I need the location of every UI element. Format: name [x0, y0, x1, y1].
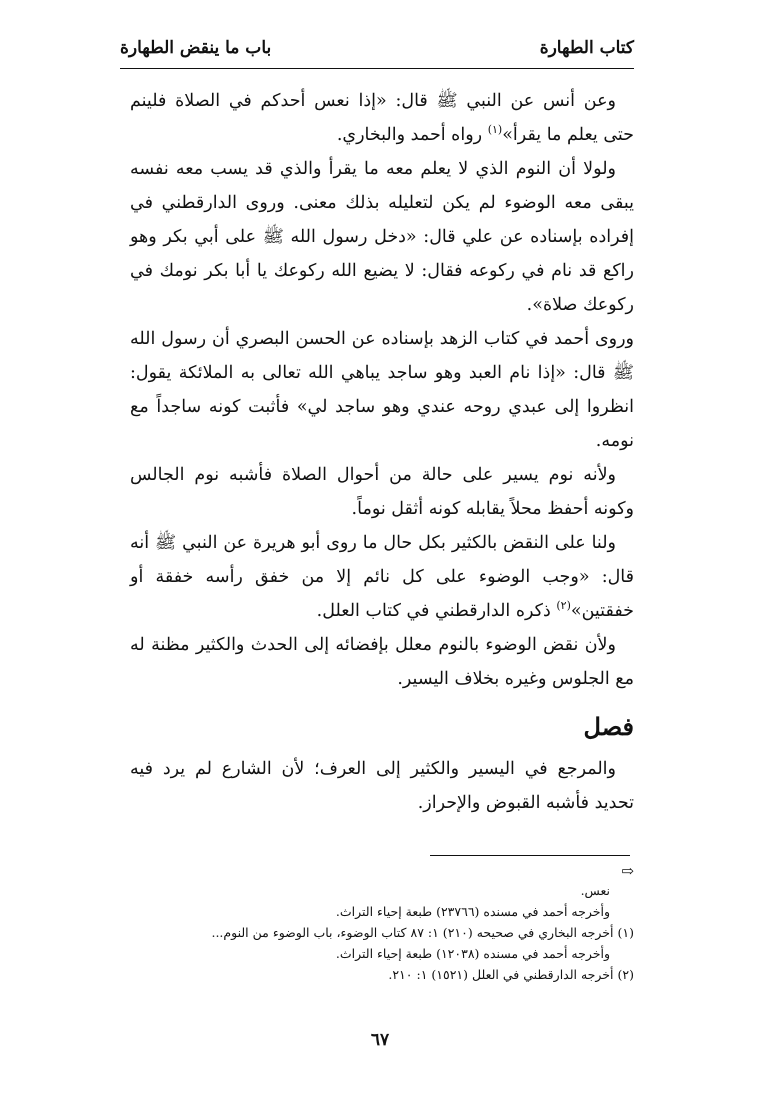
- paragraph: وروى أحمد في كتاب الزهد بإسناده عن الحسن البصري أن رسول الله ﷺ قال: «إذا نام العبد وهو ساجد يباهي الله تعالى به الملائكة يقول: انظروا إلى عبدي روحه عندي وهو ساجد لي» فأثبت كونه ساجداً مع نومه.: [130, 329, 634, 451]
- paragraph-text: وعن أنس عن النبي ﷺ قال: «إذا نعس أحدكم في الصلاة فلينم حتى يعلم ما يقرأ»: [130, 91, 634, 145]
- paragraph: ولولا أن النوم الذي لا يعلم معه ما يقرأ والذي قد يسب معه نفسه يبقى معه الوضوء لم يكن لتعليله بذلك معنى. وروى الدارقطني في إفراده بإسناده عن علي قال: «دخل رسول الله ﷺ على أبي بكر وهو راكع قد نام في ركوعه فقال: لا يضيع الله ركوعك يا أبا بكر نومك في ركوعك صلاة».: [130, 159, 634, 315]
- footnote-number: (٢): [617, 967, 634, 982]
- paragraph-text: ولنا على النقض بالكثير بكل حال ما روى أبو هريرة عن النبي ﷺ أنه قال: «وجب الوضوء على كل نائم إلا من خفق رأسه خفقة أو خفقتين»: [130, 533, 634, 621]
- paragraph-tail: ذكره الدارقطني في كتاب العلل.: [316, 601, 551, 621]
- paragraph: ولأنه نوم يسير على حالة من أحوال الصلاة فأشبه نوم الجالس وكونه أحفظ محلاً يقابله كونه أثقل نوماً.: [130, 465, 634, 519]
- main-text: [130, 84, 634, 820]
- continuation-arrow-icon: ⇨: [621, 862, 634, 880]
- footnote-text: أخرجه البخاري في صحيحه (٢١٠) ١: ٨٧ كتاب الوضوء، باب الوضوء من النوم...: [211, 925, 614, 940]
- footnote-ref: (٢): [556, 599, 571, 613]
- book-title: كتاب الطهارة: [539, 38, 634, 58]
- paragraph: [130, 84, 634, 152]
- footnote-line: وأخرجه أحمد في مسنده (٢٣٧٦٦) طبعة إحياء التراث.: [335, 904, 610, 919]
- footnote-divider: [430, 855, 630, 856]
- running-header: [120, 34, 634, 69]
- footnote-line: وأخرجه أحمد في مسنده (١٢٠٣٨) طبعة إحياء التراث.: [335, 946, 610, 961]
- paragraph: والمرجع في اليسير والكثير إلى العرف؛ لأن الشارع لم يرد فيه تحديد فأشبه القبوض والإحراز.: [130, 759, 634, 813]
- footnote-text: أخرجه الدارقطني في العلل (١٥٢١) ١: ٢١٠.: [388, 967, 614, 982]
- footnote-line: [130, 922, 634, 943]
- section-heading: فصل: [583, 712, 634, 741]
- footnote-ref: (١): [487, 123, 503, 137]
- footnote-line: [130, 964, 634, 985]
- paragraph: [130, 526, 634, 628]
- footnote-number: (١): [617, 925, 634, 940]
- footnotes: [130, 880, 634, 985]
- page-number: ٦٧: [370, 1030, 390, 1050]
- footnote-line: نعس.: [580, 883, 610, 898]
- chapter-title: باب ما ينقض الطهارة: [120, 38, 272, 58]
- paragraph: ولأن نقض الوضوء بالنوم معلل بإفضائه إلى الحدث والكثير مظنة له مع الجلوس وغيره بخلاف اليسير.: [130, 635, 634, 689]
- paragraph-tail: رواه أحمد والبخاري.: [336, 125, 483, 145]
